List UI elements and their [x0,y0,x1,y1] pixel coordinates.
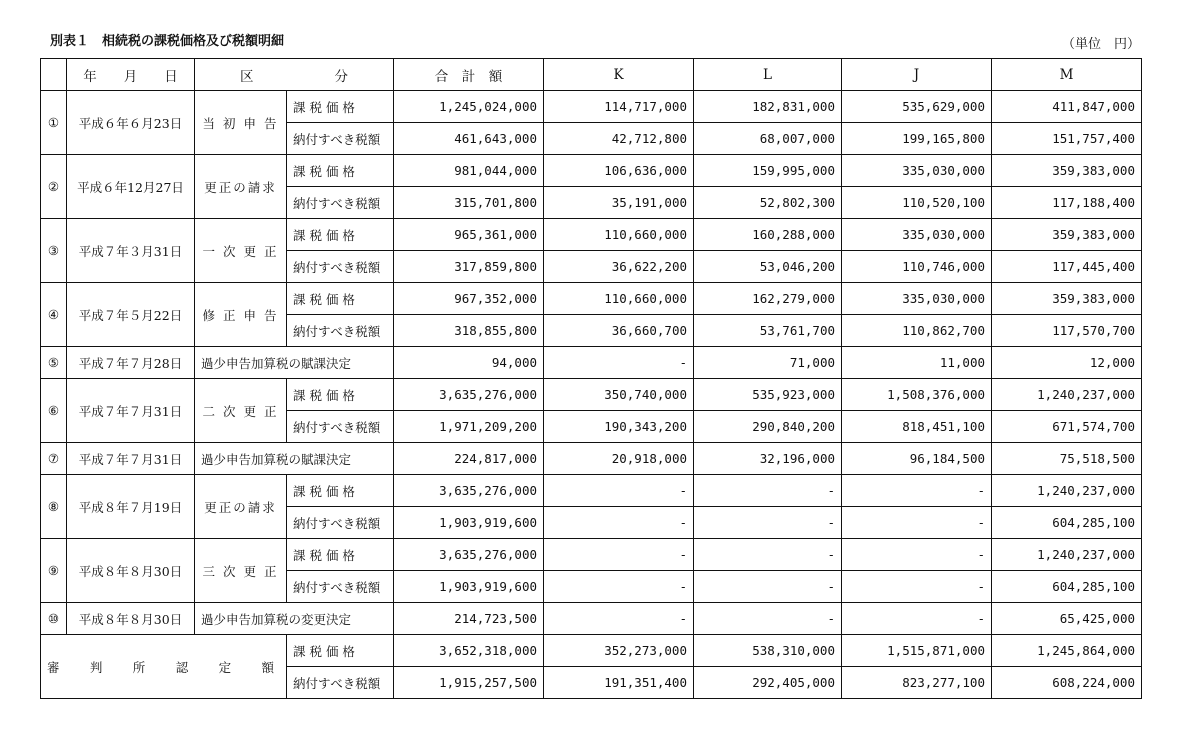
header-date: 年 月 日 [67,59,195,91]
amount-k: 20,918,000 [544,443,694,475]
amount-k: - [544,347,694,379]
row-number: ① [41,91,67,155]
amount-j: 823,277,100 [842,667,992,699]
row-item: 納付すべき税額 [287,123,394,155]
table-row [41,379,1142,411]
amount-m: 75,518,500 [992,443,1142,475]
amount-l: - [694,539,842,571]
table-body [41,59,1142,699]
amount-k: 350,740,000 [544,379,694,411]
row-number: ⑥ [41,379,67,443]
table-row [41,603,1142,635]
row-date: 平成７年７月31日 [67,379,195,443]
amount-l: 535,923,000 [694,379,842,411]
row-item: 納付すべき税額 [287,187,394,219]
amount-k: - [544,539,694,571]
row-date: 平成６年６月23日 [67,91,195,155]
table-row [41,91,1142,123]
row-category: 一 次 更 正 [195,219,287,283]
amount-total: 1,903,919,600 [394,571,544,603]
amount-m: 1,240,237,000 [992,539,1142,571]
header-k: K [544,59,694,91]
row-date: 平成６年12月27日 [67,155,195,219]
amount-total: 317,859,800 [394,251,544,283]
row-item: 課 税 価 格 [287,155,394,187]
row-item: 納付すべき税額 [287,411,394,443]
row-number: ⑩ [41,603,67,635]
amount-m: 151,757,400 [992,123,1142,155]
row-date: 平成８年７月19日 [67,475,195,539]
amount-k: - [544,603,694,635]
amount-j: 818,451,100 [842,411,992,443]
row-item: 課 税 価 格 [287,635,394,667]
final-row [41,635,1142,667]
amount-k: 36,660,700 [544,315,694,347]
amount-j: 110,862,700 [842,315,992,347]
amount-m: 117,188,400 [992,187,1142,219]
amount-j: - [842,603,992,635]
amount-j: 335,030,000 [842,219,992,251]
row-category: 過少申告加算税の賦課決定 [195,443,394,475]
amount-total: 94,000 [394,347,544,379]
row-number: ⑨ [41,539,67,603]
row-number: ⑦ [41,443,67,475]
table-row [41,475,1142,507]
amount-total: 3,635,276,000 [394,475,544,507]
amount-m: 65,425,000 [992,603,1142,635]
row-number: ⑤ [41,347,67,379]
amount-total: 318,855,800 [394,315,544,347]
row-category: 修 正 申 告 [195,283,287,347]
amount-total: 1,915,257,500 [394,667,544,699]
amount-m: 1,240,237,000 [992,379,1142,411]
amount-l: 182,831,000 [694,91,842,123]
row-category: 二 次 更 正 [195,379,287,443]
amount-k: 42,712,800 [544,123,694,155]
row-item: 納付すべき税額 [287,251,394,283]
amount-total: 461,643,000 [394,123,544,155]
row-category: 当 初 申 告 [195,91,287,155]
row-date: 平成８年８月30日 [67,539,195,603]
amount-total: 315,701,800 [394,187,544,219]
amount-total: 214,723,500 [394,603,544,635]
header-l: L [694,59,842,91]
amount-total: 981,044,000 [394,155,544,187]
header-m: M [992,59,1142,91]
amount-k: - [544,507,694,539]
amount-total: 965,361,000 [394,219,544,251]
row-number: ② [41,155,67,219]
amount-total: 1,245,024,000 [394,91,544,123]
row-date: 平成７年５月22日 [67,283,195,347]
amount-m: 604,285,100 [992,507,1142,539]
row-date: 平成８年８月30日 [67,603,195,635]
amount-total: 967,352,000 [394,283,544,315]
row-category: 過少申告加算税の賦課決定 [195,347,394,379]
row-item: 納付すべき税額 [287,571,394,603]
row-date: 平成７年３月31日 [67,219,195,283]
row-number: ⑧ [41,475,67,539]
amount-l: 159,995,000 [694,155,842,187]
amount-j: 1,508,376,000 [842,379,992,411]
amount-j: 335,030,000 [842,155,992,187]
amount-k: 106,636,000 [544,155,694,187]
amount-j: - [842,475,992,507]
header-row [41,59,1142,91]
table-row [41,219,1142,251]
amount-j: - [842,571,992,603]
amount-m: 117,570,700 [992,315,1142,347]
row-category: 更正の請求 [195,475,287,539]
amount-m: 1,245,864,000 [992,635,1142,667]
amount-l: - [694,475,842,507]
row-category: 過少申告加算税の変更決定 [195,603,394,635]
amount-l: - [694,507,842,539]
amount-m: 671,574,700 [992,411,1142,443]
amount-k: 36,622,200 [544,251,694,283]
table-row [41,539,1142,571]
tax-detail-table [40,58,1142,699]
amount-l: 68,007,000 [694,123,842,155]
document-title: 別表１ 相続税の課税価格及び税額明細 [50,34,285,49]
header-category: 区 分 [195,59,394,91]
amount-k: 352,273,000 [544,635,694,667]
amount-j: - [842,507,992,539]
amount-m: 117,445,400 [992,251,1142,283]
amount-j: 335,030,000 [842,283,992,315]
amount-l: 53,046,200 [694,251,842,283]
unit-label: （単位 円） [1061,37,1140,52]
table-row [41,347,1142,379]
amount-k: 110,660,000 [544,219,694,251]
row-number: ④ [41,283,67,347]
amount-k: 110,660,000 [544,283,694,315]
amount-j: 110,746,000 [842,251,992,283]
amount-k: 190,343,200 [544,411,694,443]
row-item: 課 税 価 格 [287,283,394,315]
header-total: 合 計 額 [394,59,544,91]
amount-j: 96,184,500 [842,443,992,475]
amount-l: 162,279,000 [694,283,842,315]
amount-j: 1,515,871,000 [842,635,992,667]
amount-l: 160,288,000 [694,219,842,251]
amount-m: 359,383,000 [992,283,1142,315]
amount-m: 12,000 [992,347,1142,379]
amount-l: 71,000 [694,347,842,379]
amount-k: - [544,571,694,603]
amount-m: 608,224,000 [992,667,1142,699]
table-row [41,155,1142,187]
amount-m: 359,383,000 [992,219,1142,251]
table-row [41,283,1142,315]
row-category: 三 次 更 正 [195,539,287,603]
amount-l: 538,310,000 [694,635,842,667]
amount-k: 114,717,000 [544,91,694,123]
amount-l: - [694,571,842,603]
amount-m: 359,383,000 [992,155,1142,187]
row-item: 課 税 価 格 [287,91,394,123]
amount-total: 224,817,000 [394,443,544,475]
amount-total: 3,635,276,000 [394,539,544,571]
row-item: 納付すべき税額 [287,315,394,347]
row-item: 納付すべき税額 [287,507,394,539]
amount-total: 3,635,276,000 [394,379,544,411]
row-category: 更正の請求 [195,155,287,219]
row-item: 課 税 価 格 [287,379,394,411]
amount-m: 604,285,100 [992,571,1142,603]
final-label: 審判所認定額 [41,635,287,699]
row-item: 納付すべき税額 [287,667,394,699]
amount-j: 110,520,100 [842,187,992,219]
row-item: 課 税 価 格 [287,475,394,507]
amount-j: 535,629,000 [842,91,992,123]
amount-j: 11,000 [842,347,992,379]
amount-j: - [842,539,992,571]
amount-total: 1,971,209,200 [394,411,544,443]
row-item: 課 税 価 格 [287,219,394,251]
amount-m: 411,847,000 [992,91,1142,123]
amount-l: 290,840,200 [694,411,842,443]
amount-total: 1,903,919,600 [394,507,544,539]
row-item: 課 税 価 格 [287,539,394,571]
amount-l: - [694,603,842,635]
table-row [41,443,1142,475]
amount-k: 35,191,000 [544,187,694,219]
row-number: ③ [41,219,67,283]
amount-l: 52,802,300 [694,187,842,219]
row-date: 平成７年７月28日 [67,347,195,379]
amount-l: 53,761,700 [694,315,842,347]
amount-total: 3,652,318,000 [394,635,544,667]
amount-j: 199,165,800 [842,123,992,155]
amount-l: 32,196,000 [694,443,842,475]
header-no [41,59,67,91]
amount-k: 191,351,400 [544,667,694,699]
row-date: 平成７年７月31日 [67,443,195,475]
amount-k: - [544,475,694,507]
amount-l: 292,405,000 [694,667,842,699]
amount-m: 1,240,237,000 [992,475,1142,507]
header-j: J [842,59,992,91]
